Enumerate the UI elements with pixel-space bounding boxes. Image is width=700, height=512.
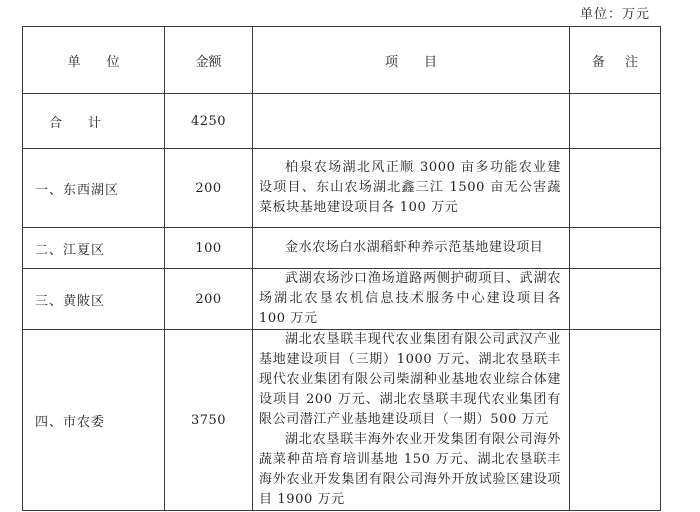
project-text: 武湖农场沙口渔场道路两侧护砌项目、武湖农场湖北农垦农机信息技术服务中心建设项目各 100 万元 — [259, 271, 561, 326]
project-text: 金水农场白水湖稻虾种养示范基地建设项目 — [285, 240, 544, 255]
header-amount: 金额 — [165, 27, 253, 94]
header-row — [23, 27, 661, 94]
unit-note: 单位：万元 — [580, 7, 651, 22]
total-project — [253, 94, 570, 149]
row-unit: 二、江夏区 — [23, 228, 165, 269]
row-remarks — [570, 269, 661, 330]
row-amount: 200 — [165, 269, 253, 330]
row-unit: 一、东西湖区 — [23, 149, 165, 228]
project-text: 柏泉农场湖北风正顺 3000 亩多功能农业建设项目、东山农场湖北鑫三江 1500 亩无公害蔬菜板块基地建设项目各 100 万元 — [259, 160, 561, 215]
table-row — [23, 149, 661, 228]
row-project — [253, 228, 570, 269]
row-project — [253, 330, 570, 511]
project-text: 湖北农垦联丰海外农业开发集团有限公司海外蔬菜种苗培育培训基地 150 万元、湖北农垦联丰海外农业开发集团有限公司海外开放试验区建设项目 1900 万元 — [259, 432, 561, 507]
row-amount: 200 — [165, 149, 253, 228]
table-row — [23, 269, 661, 330]
row-unit: 四、市农委 — [23, 330, 165, 511]
table-row — [23, 228, 661, 269]
row-unit: 三、黄陂区 — [23, 269, 165, 330]
total-remarks — [570, 94, 661, 149]
row-remarks — [570, 330, 661, 511]
project-text: 湖北农垦联丰现代农业集团有限公司武汉产业基地建设项目（三期）1000 万元、湖北农垦联丰现代农业集团有限公司柴湖种业基地农业综合体建设项目 200 万元、湖北农垦联丰现代农业集团有限公司潜江产业基地建设项目（一期）500 万元 — [259, 332, 561, 427]
row-remarks — [570, 228, 661, 269]
total-amount: 4250 — [165, 94, 253, 149]
total-label: 合计 — [23, 94, 165, 149]
header-unit: 单位 — [23, 27, 165, 94]
row-project — [253, 269, 570, 330]
row-amount: 100 — [165, 228, 253, 269]
total-row — [23, 94, 661, 149]
header-remarks: 备注 — [570, 27, 661, 94]
budget-table — [22, 26, 661, 511]
row-amount: 3750 — [165, 330, 253, 511]
row-remarks — [570, 149, 661, 228]
header-project: 项目 — [253, 27, 570, 94]
table-row — [23, 330, 661, 511]
row-project — [253, 149, 570, 228]
